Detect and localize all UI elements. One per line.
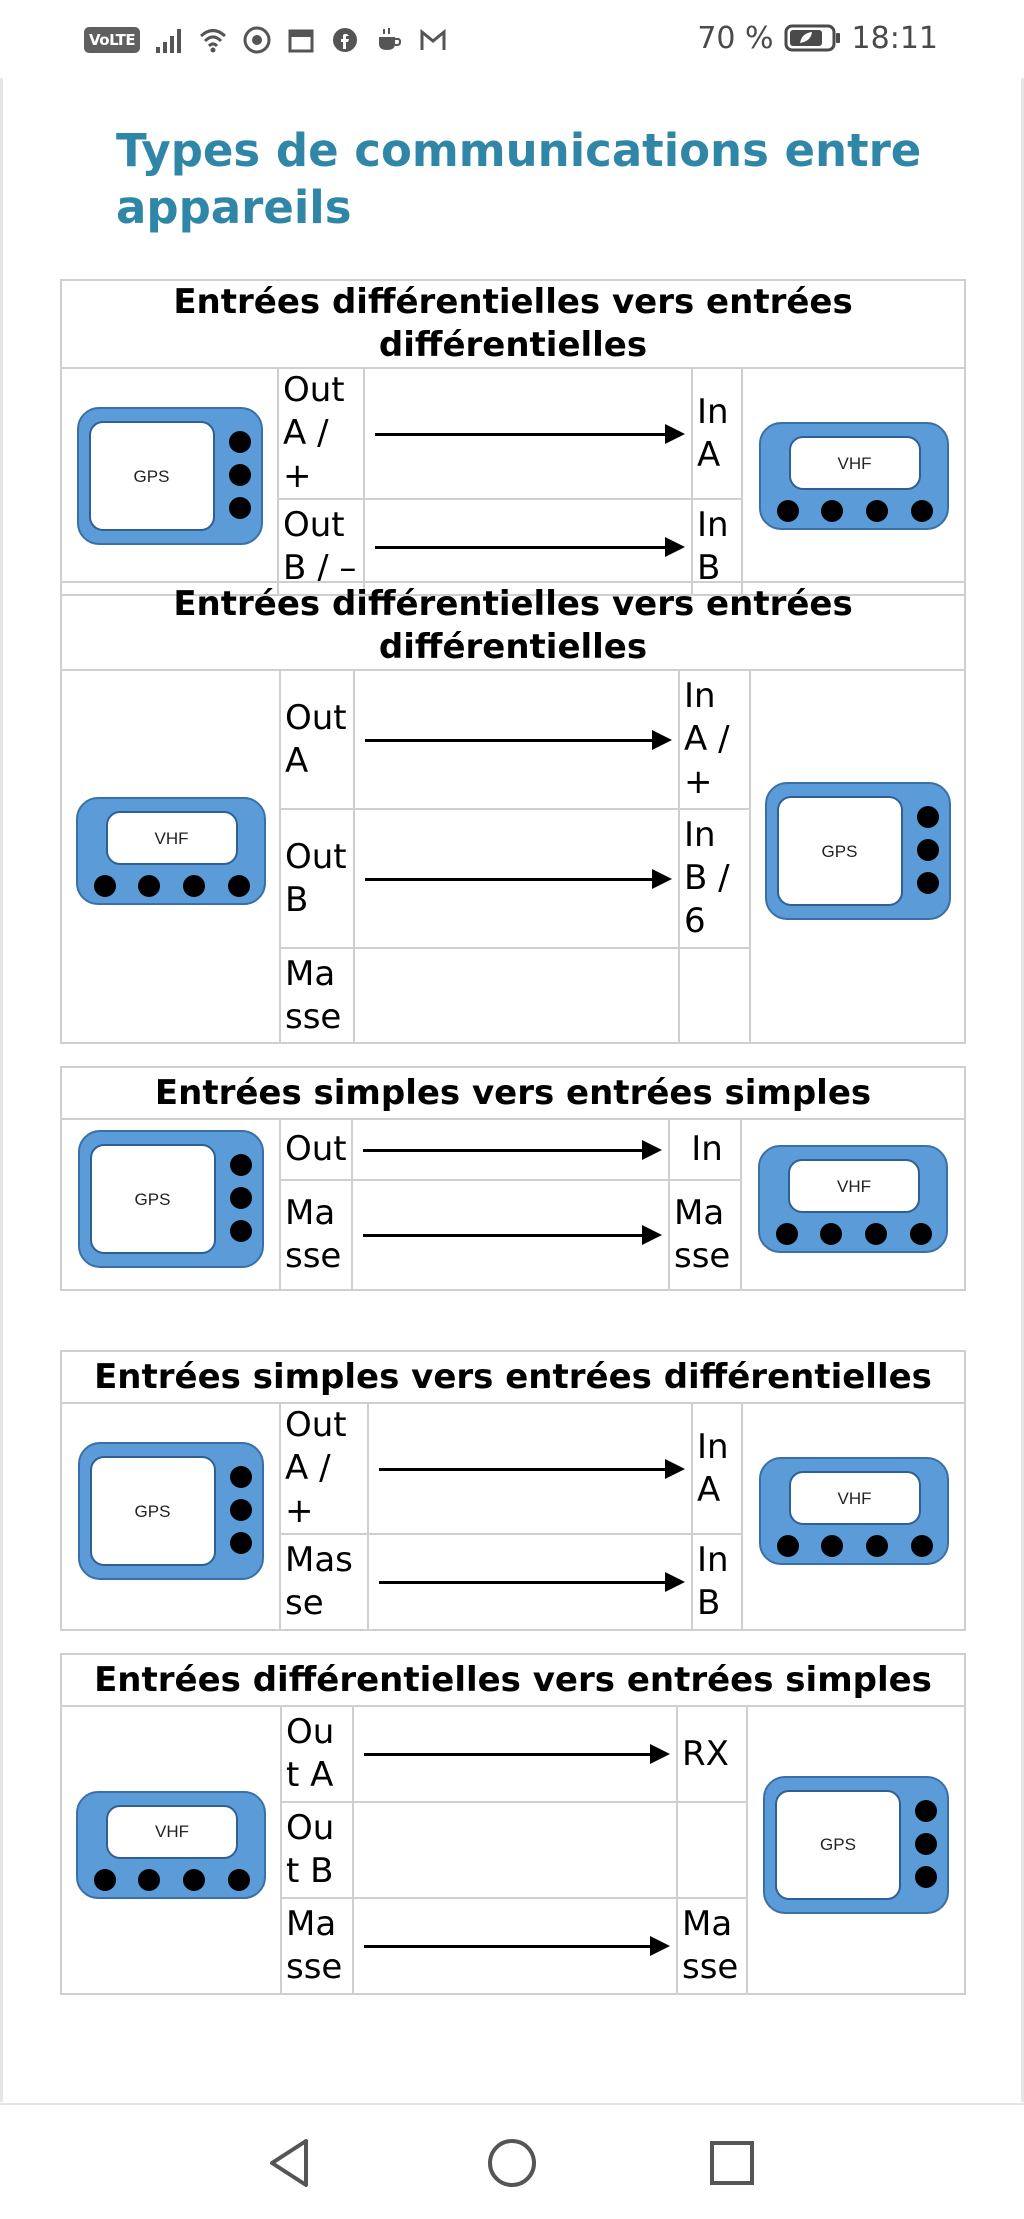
diagram-diff-to-diff-2 — [60, 581, 966, 1044]
diagram-diff-to-simple — [60, 1653, 966, 1995]
arrow-right-icon — [365, 878, 668, 881]
device-button — [915, 1833, 937, 1855]
device-screen: VHF — [106, 811, 238, 865]
device-button — [777, 1535, 799, 1557]
device-screen: VHF — [789, 1471, 921, 1525]
device-button — [138, 1869, 160, 1891]
device-button — [910, 1223, 932, 1245]
right-device-cell — [742, 1403, 965, 1630]
wifi-icon — [198, 25, 228, 55]
out-label: Out — [280, 1119, 352, 1180]
device-screen: GPS — [777, 796, 903, 906]
device-button — [230, 1187, 252, 1209]
arrow-cell — [352, 1180, 669, 1290]
chrome-icon — [242, 25, 272, 55]
device-button — [776, 1223, 798, 1245]
arrow-cell — [353, 1898, 677, 1994]
empty-cell — [354, 948, 679, 1043]
calendar-icon — [286, 25, 316, 55]
device-button — [229, 431, 251, 453]
gps-device — [78, 1130, 264, 1268]
device-button — [228, 1869, 250, 1891]
arrow-right-icon — [379, 1581, 681, 1584]
in-label: In A — [692, 368, 742, 499]
diagram-simple-to-diff — [60, 1350, 966, 1631]
status-bar-left — [84, 22, 448, 58]
out-label: Out A / + — [280, 1403, 368, 1534]
device-button — [138, 875, 160, 897]
device-button — [917, 806, 939, 828]
arrow-right-icon — [363, 1149, 658, 1152]
status-bar — [0, 0, 1024, 78]
left-device-cell — [61, 1403, 280, 1630]
arrow-cell — [354, 809, 679, 948]
clock: 18:11 — [851, 20, 938, 56]
diagram-heading: Entrées différentielles vers entrées différentielles — [61, 582, 965, 670]
navigation-bar — [0, 2103, 1024, 2219]
device-screen: GPS — [90, 1456, 216, 1566]
arrow-right-icon — [363, 1234, 658, 1237]
device-button — [917, 872, 939, 894]
device-button — [94, 1869, 116, 1891]
vhf-device — [758, 1145, 948, 1253]
diagram-heading: Entrées différentielles vers entrées différentielles — [61, 280, 965, 368]
in-label — [677, 1802, 747, 1898]
device-button — [230, 1532, 252, 1554]
back-button[interactable] — [262, 2135, 318, 2191]
in-label: In — [669, 1119, 741, 1180]
in-label: In A / + — [679, 670, 750, 809]
out-label: Ou t A — [281, 1706, 353, 1802]
arrow-right-icon — [365, 739, 668, 742]
home-button[interactable] — [484, 2135, 540, 2191]
diagram-simple-to-simple — [60, 1066, 966, 1291]
right-device-cell — [741, 1119, 965, 1290]
left-device-cell — [61, 368, 278, 595]
device-button — [229, 464, 251, 486]
ground-label: Ma sse — [281, 1898, 353, 1994]
device-button — [865, 1223, 887, 1245]
rx-label: RX — [677, 1706, 747, 1802]
device-screen: GPS — [775, 1790, 901, 1900]
device-button — [777, 500, 799, 522]
right-device-cell — [747, 1706, 965, 1994]
recents-button[interactable] — [704, 2135, 760, 2191]
device-button — [230, 1499, 252, 1521]
device-screen: VHF — [788, 1159, 920, 1213]
arrow-cell — [364, 368, 692, 499]
out-label: Out A — [280, 670, 354, 809]
volte-badge: VoLTE — [84, 27, 140, 53]
in-label: In B — [692, 1534, 742, 1630]
arrow-right-icon — [375, 433, 681, 436]
device-button — [820, 1223, 842, 1245]
document-page[interactable] — [0, 78, 1024, 2103]
device-button — [183, 1869, 205, 1891]
arrow-cell — [354, 670, 679, 809]
left-device-cell — [61, 670, 280, 1043]
out-label: Ou t B — [281, 1802, 353, 1898]
right-device-cell — [742, 368, 965, 595]
out-label: Out A / + — [278, 368, 364, 499]
device-button — [230, 1154, 252, 1176]
device-button — [917, 839, 939, 861]
device-button — [915, 1800, 937, 1822]
arrow-right-icon — [364, 1753, 666, 1756]
vhf-device — [76, 1791, 266, 1899]
arrow-right-icon — [364, 1945, 666, 1948]
device-screen: GPS — [89, 421, 215, 531]
device-button — [183, 875, 205, 897]
in-label: In A — [692, 1403, 742, 1534]
device-screen: VHF — [789, 436, 921, 490]
gps-device — [77, 407, 263, 545]
device-button — [821, 1535, 843, 1557]
coffee-icon — [374, 25, 404, 55]
device-button — [915, 1866, 937, 1888]
facebook-icon — [330, 25, 360, 55]
device-button — [230, 1466, 252, 1488]
device-button — [229, 497, 251, 519]
diagram-diff-to-diff-1 — [60, 279, 966, 596]
device-button — [821, 500, 843, 522]
gps-device — [763, 1776, 949, 1914]
battery-percent: 70 % — [697, 20, 774, 56]
left-device-cell — [61, 1119, 280, 1290]
device-button — [911, 1535, 933, 1557]
ground-label: Ma sse — [677, 1898, 747, 1994]
out-label: Out B — [280, 809, 354, 948]
vhf-device — [76, 797, 266, 905]
ground-label: Ma sse — [280, 1180, 352, 1290]
device-button — [866, 1535, 888, 1557]
diagram-heading: Entrées simples vers entrées simples — [61, 1067, 965, 1119]
device-button — [866, 500, 888, 522]
diagram-heading: Entrées différentielles vers entrées simples — [61, 1654, 965, 1706]
ground-label: Ma sse — [280, 948, 354, 1043]
arrow-cell — [368, 1534, 692, 1630]
arrow-right-icon — [375, 546, 681, 549]
gps-device — [78, 1442, 264, 1580]
page-title: Types de communications entre appareils — [116, 124, 922, 234]
ground-label: Mas se — [280, 1534, 368, 1630]
vhf-device — [759, 1457, 949, 1565]
in-label: In B — [692, 499, 742, 595]
empty-cell — [353, 1802, 677, 1898]
vhf-device — [759, 422, 949, 530]
signal-icon — [154, 25, 184, 55]
right-device-cell — [750, 670, 965, 1043]
arrow-cell — [353, 1706, 677, 1802]
device-screen: GPS — [90, 1144, 216, 1254]
status-bar-right — [697, 18, 938, 58]
device-button — [228, 875, 250, 897]
device-button — [230, 1220, 252, 1242]
diagram-heading: Entrées simples vers entrées différentielles — [61, 1351, 965, 1403]
ground-label: Ma sse — [669, 1180, 741, 1290]
arrow-cell — [352, 1119, 669, 1180]
arrow-right-icon — [379, 1468, 681, 1471]
device-button — [911, 500, 933, 522]
device-screen: VHF — [106, 1805, 238, 1859]
arrow-cell — [368, 1403, 692, 1534]
gps-device — [765, 782, 951, 920]
device-button — [94, 875, 116, 897]
battery-icon — [784, 23, 842, 53]
gmail-icon — [418, 25, 448, 55]
left-device-cell — [61, 1706, 281, 1994]
in-label — [679, 948, 750, 1043]
out-label: Out B / – — [278, 499, 364, 595]
in-label: In B / 6 — [679, 809, 750, 948]
